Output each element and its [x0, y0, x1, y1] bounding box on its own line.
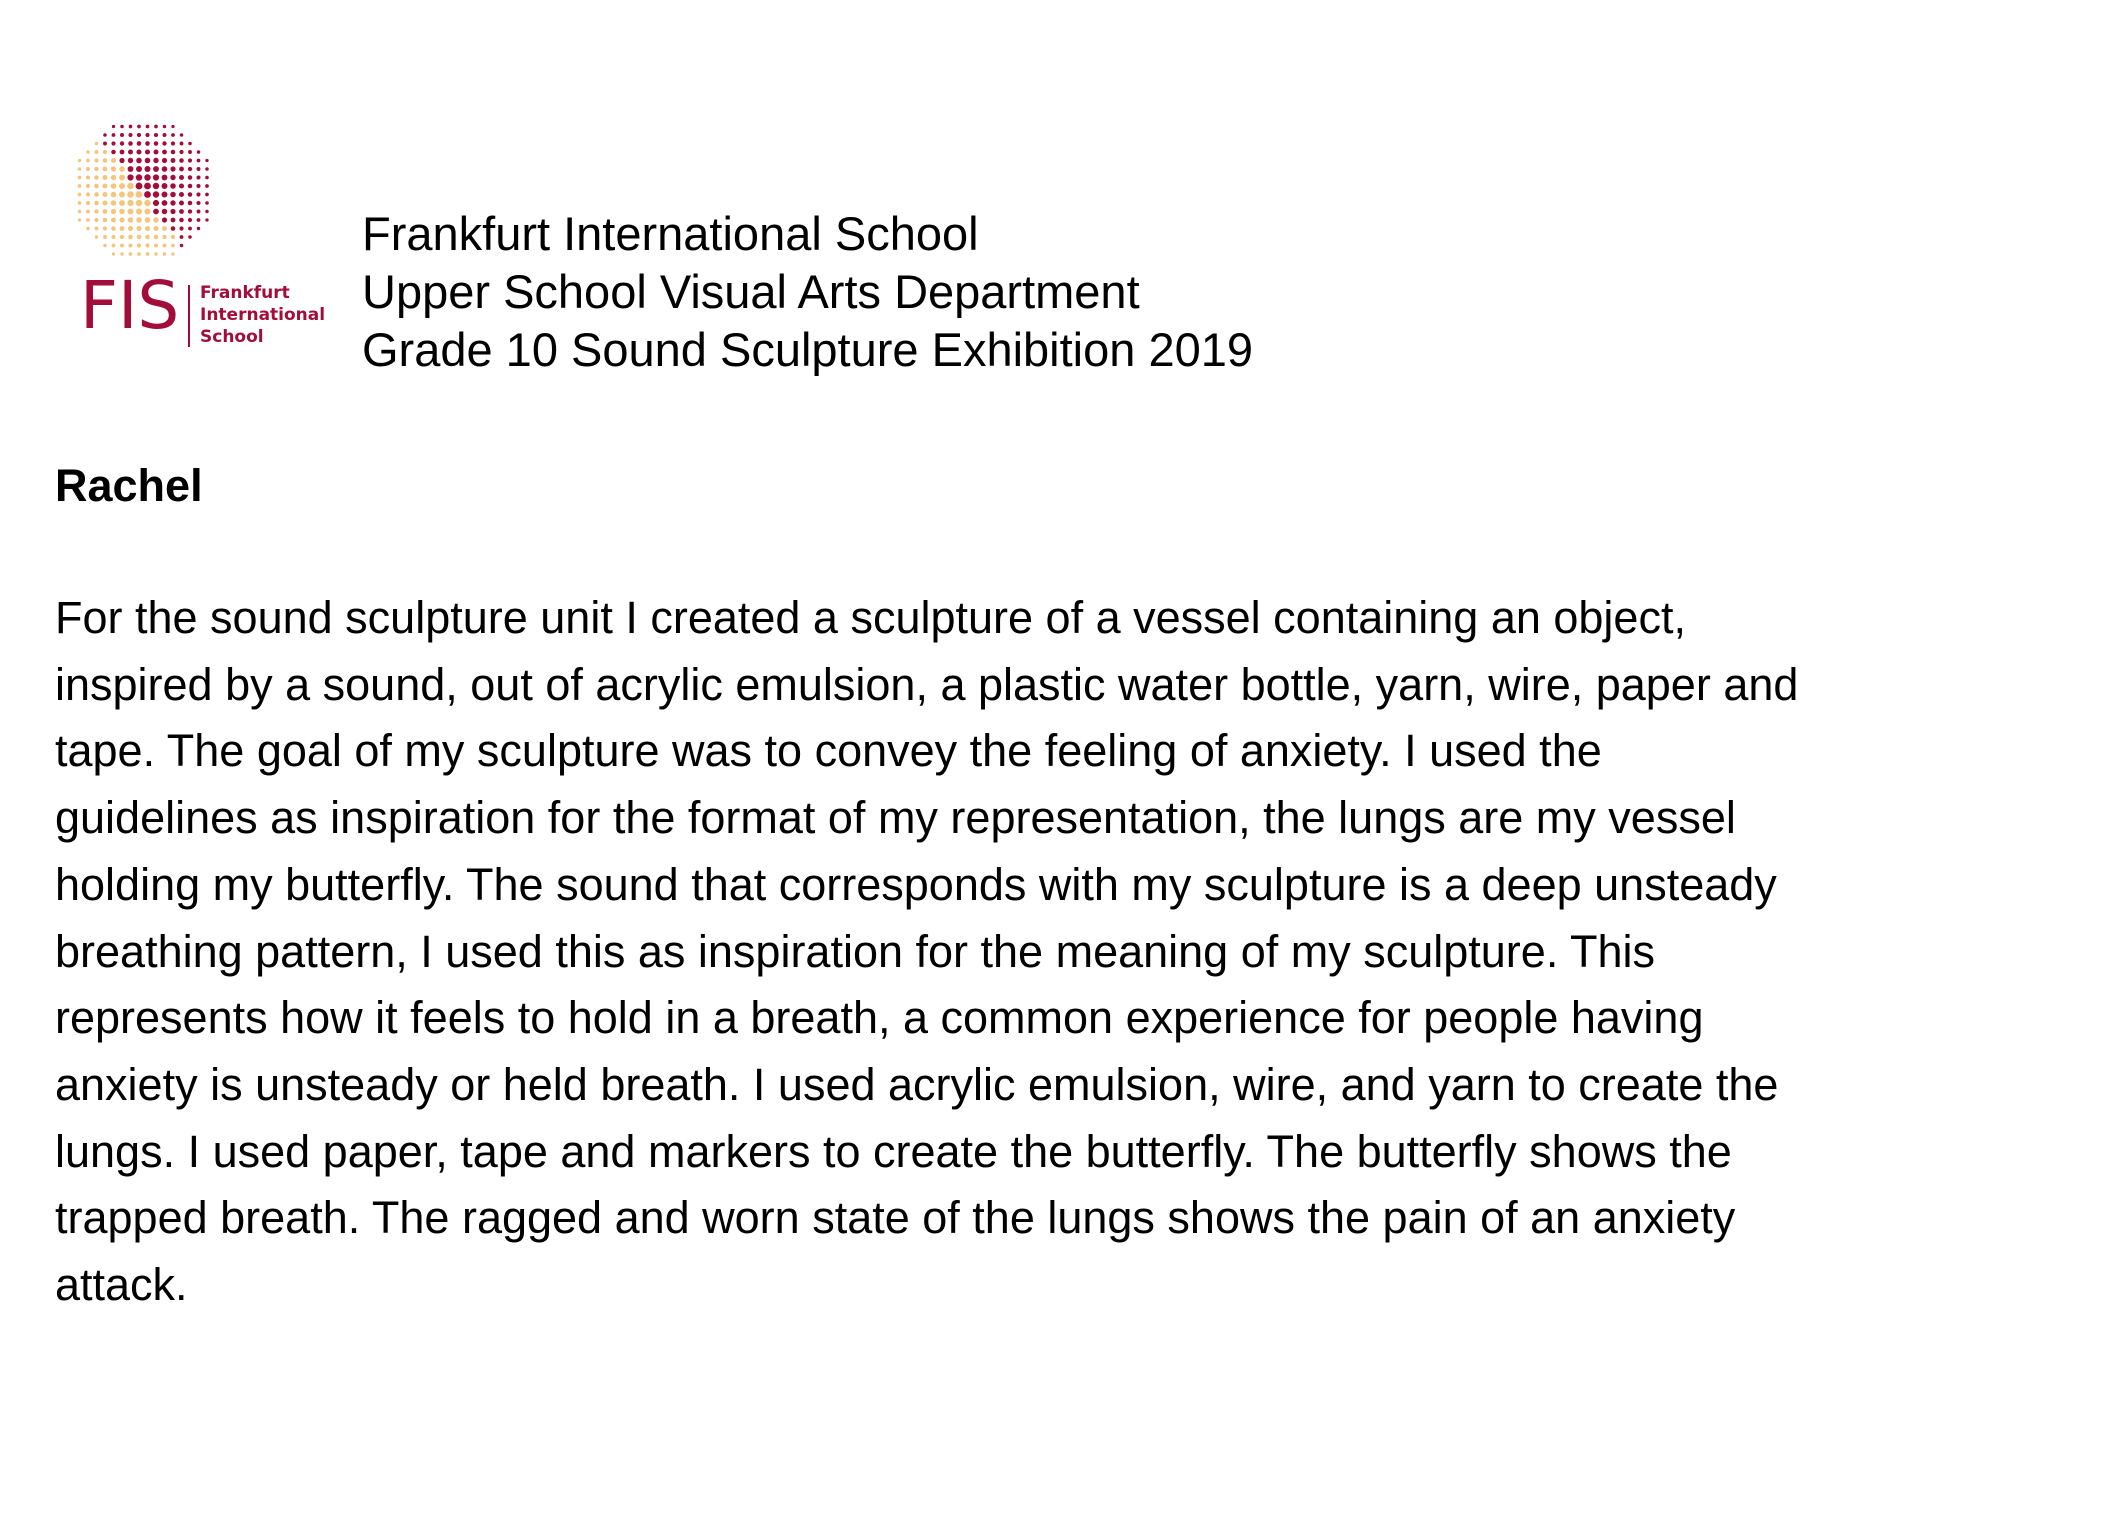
- globe-dot: [136, 226, 141, 231]
- statement-line: trapped breath. The ragged and worn state of the lungs shows the pain of an anxiety: [55, 1192, 1736, 1244]
- globe-dot: [188, 167, 192, 171]
- globe-dot: [119, 183, 125, 189]
- globe-dot: [145, 158, 151, 164]
- globe-dot: [129, 252, 133, 256]
- globe-dot: [86, 150, 90, 154]
- globe-dot: [188, 227, 192, 231]
- globe-dot: [119, 158, 124, 163]
- globe-dot: [171, 226, 176, 231]
- globe-dot: [103, 226, 107, 230]
- statement-line: guidelines as inspiration for the format of my representation, the lungs are my vessel: [55, 792, 1736, 844]
- globe-dot: [136, 191, 143, 198]
- globe-dot: [86, 192, 90, 196]
- globe-dot: [146, 252, 150, 256]
- globe-dot: [128, 141, 133, 146]
- globe-dot: [86, 175, 90, 179]
- globe-dot: [197, 150, 201, 154]
- globe-dot: [145, 149, 150, 154]
- globe-dot: [153, 183, 159, 189]
- statement-line: breathing pattern, I used this as inspiration for the meaning of my sculpture. This: [55, 925, 1656, 977]
- globe-dot: [78, 176, 82, 180]
- globe-dot: [179, 167, 184, 172]
- globe-icon: [78, 125, 209, 256]
- globe-dot: [103, 175, 108, 180]
- globe-dot: [154, 235, 159, 240]
- globe-dot: [205, 176, 209, 180]
- globe-dot: [163, 252, 166, 255]
- globe-dot: [111, 200, 116, 205]
- globe-dot: [103, 167, 108, 172]
- globe-dot: [94, 175, 99, 180]
- logo-wordmark-line-3: School: [200, 327, 264, 347]
- globe-dot: [136, 200, 142, 206]
- globe-dot: [111, 226, 116, 231]
- statement-line: lungs. I used paper, tape and markers to create the butterfly. The butterfly shows the: [55, 1125, 1732, 1177]
- globe-dot: [154, 125, 158, 129]
- globe-dot: [119, 166, 125, 172]
- fis-logo: [55, 115, 340, 355]
- globe-dot: [179, 209, 184, 214]
- globe-dot: [154, 141, 159, 146]
- globe-dot: [145, 133, 149, 137]
- statement-line: inspired by a sound, out of acrylic emulsion, a plastic water bottle, yarn, wire, paper and: [55, 658, 1799, 710]
- globe-dot: [78, 201, 82, 205]
- globe-dot: [103, 133, 107, 137]
- logo-monogram: FIS: [80, 267, 180, 344]
- statement-line: tape. The goal of my sculpture was to convey the feeling of anxiety. I used the: [55, 725, 1602, 777]
- globe-dot: [179, 150, 183, 154]
- globe-dot: [120, 150, 125, 155]
- globe-dot: [162, 166, 168, 172]
- school-name: Frankfurt International School: [362, 207, 979, 260]
- globe-dot: [145, 209, 151, 215]
- globe-dot: [188, 175, 193, 180]
- globe-dot: [128, 235, 133, 240]
- globe-dot: [170, 183, 176, 189]
- globe-dot: [154, 133, 158, 137]
- globe-dot: [136, 149, 141, 154]
- globe-dot: [128, 209, 134, 215]
- globe-dot: [137, 235, 142, 240]
- globe-dot: [78, 184, 82, 188]
- globe-dot: [171, 158, 176, 163]
- globe-dot: [127, 200, 133, 206]
- globe-dot: [78, 193, 82, 197]
- logo-wordmark-line-1: Frankfurt: [200, 283, 290, 303]
- globe-dot: [120, 141, 124, 145]
- globe-dot: [112, 252, 115, 255]
- globe-dot: [129, 125, 133, 129]
- globe-dot: [111, 183, 117, 189]
- globe-dot: [196, 175, 200, 179]
- globe-dot: [94, 209, 98, 213]
- globe-dot: [78, 218, 81, 221]
- globe-dot: [128, 158, 133, 163]
- artist-statement: [55, 585, 2075, 1319]
- exhibition-title: Grade 10 Sound Sculpture Exhibition 2019: [362, 323, 1254, 376]
- globe-dot: [197, 218, 201, 222]
- globe-dot: [162, 235, 166, 239]
- globe-dot: [170, 209, 175, 214]
- globe-dot: [188, 150, 192, 154]
- globe-dot: [94, 167, 98, 171]
- statement-line: represents how it feels to hold in a breath, a common experience for people having: [55, 992, 1704, 1044]
- globe-dot: [196, 192, 200, 196]
- globe-dot: [196, 201, 200, 205]
- globe-dot: [197, 210, 201, 214]
- globe-dot: [120, 235, 124, 239]
- globe-dot: [162, 226, 167, 231]
- globe-dot: [103, 209, 108, 214]
- globe-dot: [171, 141, 175, 145]
- globe-dot: [112, 125, 115, 128]
- globe-dot: [154, 150, 159, 155]
- globe-dot: [154, 226, 159, 231]
- globe-dot: [120, 133, 124, 137]
- globe-dot: [120, 226, 125, 231]
- globe-dot: [162, 150, 167, 155]
- globe-dot: [171, 218, 176, 223]
- globe-dot: [163, 244, 167, 248]
- globe-dot: [162, 217, 167, 222]
- globe-dot: [197, 167, 201, 171]
- globe-dot: [127, 191, 133, 197]
- globe-dot: [188, 235, 192, 239]
- globe-dot: [179, 175, 184, 180]
- globe-dot: [94, 192, 99, 197]
- globe-dot: [205, 167, 209, 171]
- department-name: Upper School Visual Arts Department: [362, 265, 1140, 318]
- globe-dot: [171, 125, 174, 128]
- globe-dot: [171, 235, 175, 239]
- globe-dot: [120, 244, 124, 248]
- globe-dot: [128, 217, 133, 222]
- globe-dot: [112, 133, 116, 137]
- globe-dot: [162, 175, 168, 181]
- globe-dot: [162, 141, 166, 145]
- globe-dot: [111, 209, 116, 214]
- globe-dot: [144, 200, 150, 206]
- globe-dot: [188, 201, 193, 206]
- globe-dot: [119, 209, 125, 215]
- globe-dot: [95, 142, 99, 146]
- logo-wordmark-line-2: International: [200, 305, 326, 325]
- globe-dot: [153, 174, 159, 180]
- statement-line: For the sound sculpture unit I created a sculpture of a vessel containing an object,: [55, 592, 1686, 643]
- globe-dot: [111, 218, 116, 223]
- globe-dot: [179, 201, 184, 206]
- globe-dot: [128, 150, 133, 155]
- globe-dot: [111, 235, 115, 239]
- globe-dot: [136, 174, 142, 180]
- globe-dot: [197, 227, 200, 230]
- statement-line: attack.: [55, 1259, 188, 1311]
- globe-dot: [188, 192, 193, 197]
- globe-dot: [170, 192, 176, 198]
- statement-line: holding my butterfly. The sound that corresponds with my sculpture is a deep unsteady: [55, 858, 1777, 910]
- globe-dot: [179, 183, 184, 188]
- globe-dot: [95, 235, 99, 239]
- globe-dot: [128, 166, 134, 172]
- globe-dot: [144, 174, 150, 180]
- globe-dot: [205, 201, 209, 205]
- globe-dot: [111, 192, 117, 198]
- globe-dot: [163, 125, 167, 129]
- globe-dot: [205, 159, 208, 162]
- globe-dot: [170, 166, 175, 171]
- globe-dot: [120, 252, 124, 256]
- globe-dot: [180, 235, 184, 239]
- globe-dot: [119, 217, 124, 222]
- globe-dot: [179, 192, 184, 197]
- globe-dot: [145, 217, 151, 223]
- globe-dot: [128, 226, 133, 231]
- globe-dot: [137, 243, 141, 247]
- globe-dot: [171, 133, 175, 137]
- globe-dot: [145, 226, 150, 231]
- globe-dot: [162, 183, 168, 189]
- globe-dot: [94, 218, 98, 222]
- globe-dot: [170, 200, 175, 205]
- globe-dot: [103, 244, 107, 248]
- globe-dot: [136, 183, 143, 190]
- globe-dot: [145, 243, 149, 247]
- globe-dot: [120, 125, 124, 129]
- globe-dot: [153, 191, 159, 197]
- globe-dot: [137, 141, 142, 146]
- globe-dot: [196, 184, 200, 188]
- globe-dot: [136, 166, 142, 172]
- globe-dot: [205, 210, 208, 213]
- globe-dot: [103, 142, 107, 146]
- globe-dot: [188, 209, 192, 213]
- globe-dot: [112, 244, 116, 248]
- globe-dot: [111, 158, 116, 163]
- globe-dot: [102, 183, 107, 188]
- globe-dot: [179, 218, 184, 223]
- globe-dot: [179, 226, 183, 230]
- globe-dot: [188, 142, 192, 146]
- globe-dot: [144, 166, 150, 172]
- globe-dot: [180, 142, 184, 146]
- globe-dot: [180, 244, 183, 247]
- globe-dot: [111, 150, 116, 155]
- globe-dot: [94, 158, 98, 162]
- globe-dot: [119, 175, 125, 181]
- globe-dot: [163, 133, 167, 137]
- globe-dot: [153, 158, 158, 163]
- globe-dot: [94, 201, 99, 206]
- globe-dot: [170, 175, 175, 180]
- globe-dot: [86, 167, 90, 171]
- globe-dot: [145, 141, 150, 146]
- globe-dot: [162, 200, 168, 206]
- globe-dot: [205, 193, 209, 197]
- globe-dot: [154, 252, 158, 256]
- globe-dot: [136, 217, 142, 223]
- globe-dot: [188, 218, 192, 222]
- globe-dot: [171, 244, 175, 248]
- globe-dot: [154, 243, 158, 247]
- globe-dot: [137, 252, 141, 256]
- globe-dot: [78, 159, 81, 162]
- globe-dot: [153, 166, 159, 172]
- globe-dot: [205, 218, 208, 221]
- globe-dot: [144, 191, 151, 198]
- globe-dot: [103, 201, 108, 206]
- globe-dot: [205, 184, 209, 188]
- globe-dot: [128, 133, 132, 137]
- globe-dot: [180, 133, 184, 137]
- globe-dot: [136, 209, 142, 215]
- globe-dot: [162, 192, 168, 198]
- globe-dot: [171, 252, 174, 255]
- globe-dot: [146, 125, 150, 129]
- globe-dot: [153, 200, 159, 206]
- globe-dot: [103, 150, 107, 154]
- globe-dot: [86, 201, 90, 205]
- globe-dot: [86, 210, 90, 214]
- globe-dot: [188, 158, 192, 162]
- globe-dot: [162, 158, 167, 163]
- globe-dot: [188, 184, 193, 189]
- globe-dot: [153, 217, 158, 222]
- student-name: Rachel: [55, 460, 203, 511]
- statement-line: anxiety is unsteady or held breath. I used acrylic emulsion, wire, and yarn to create the: [55, 1058, 1779, 1110]
- globe-dot: [78, 210, 82, 214]
- globe-dot: [78, 167, 82, 171]
- fis-logo-graphic: [55, 115, 340, 355]
- globe-dot: [137, 133, 141, 137]
- globe-dot: [136, 158, 142, 164]
- globe-dot: [137, 125, 141, 129]
- document-header: [362, 205, 1253, 379]
- globe-dot: [103, 158, 108, 163]
- globe-dot: [145, 235, 150, 240]
- globe-dot: [179, 158, 184, 163]
- globe-dot: [127, 183, 133, 189]
- globe-dot: [95, 150, 99, 154]
- globe-dot: [94, 184, 99, 189]
- globe-dot: [171, 150, 176, 155]
- globe-dot: [86, 227, 90, 231]
- globe-dot: [86, 159, 90, 163]
- globe-dot: [103, 235, 107, 239]
- globe-dot: [144, 183, 151, 190]
- globe-dot: [111, 141, 115, 145]
- globe-dot: [153, 209, 159, 215]
- globe-dot: [86, 184, 90, 188]
- globe-dot: [119, 191, 125, 197]
- globe-dot: [127, 174, 133, 180]
- globe-dot: [162, 209, 168, 215]
- globe-dot: [95, 227, 99, 231]
- globe-dot: [86, 218, 90, 222]
- globe-dot: [103, 218, 108, 223]
- globe-dot: [119, 200, 125, 206]
- globe-dot: [102, 192, 107, 197]
- globe-dot: [128, 243, 132, 247]
- globe-dot: [111, 166, 116, 171]
- globe-dot: [111, 175, 116, 180]
- globe-dot: [197, 159, 201, 163]
